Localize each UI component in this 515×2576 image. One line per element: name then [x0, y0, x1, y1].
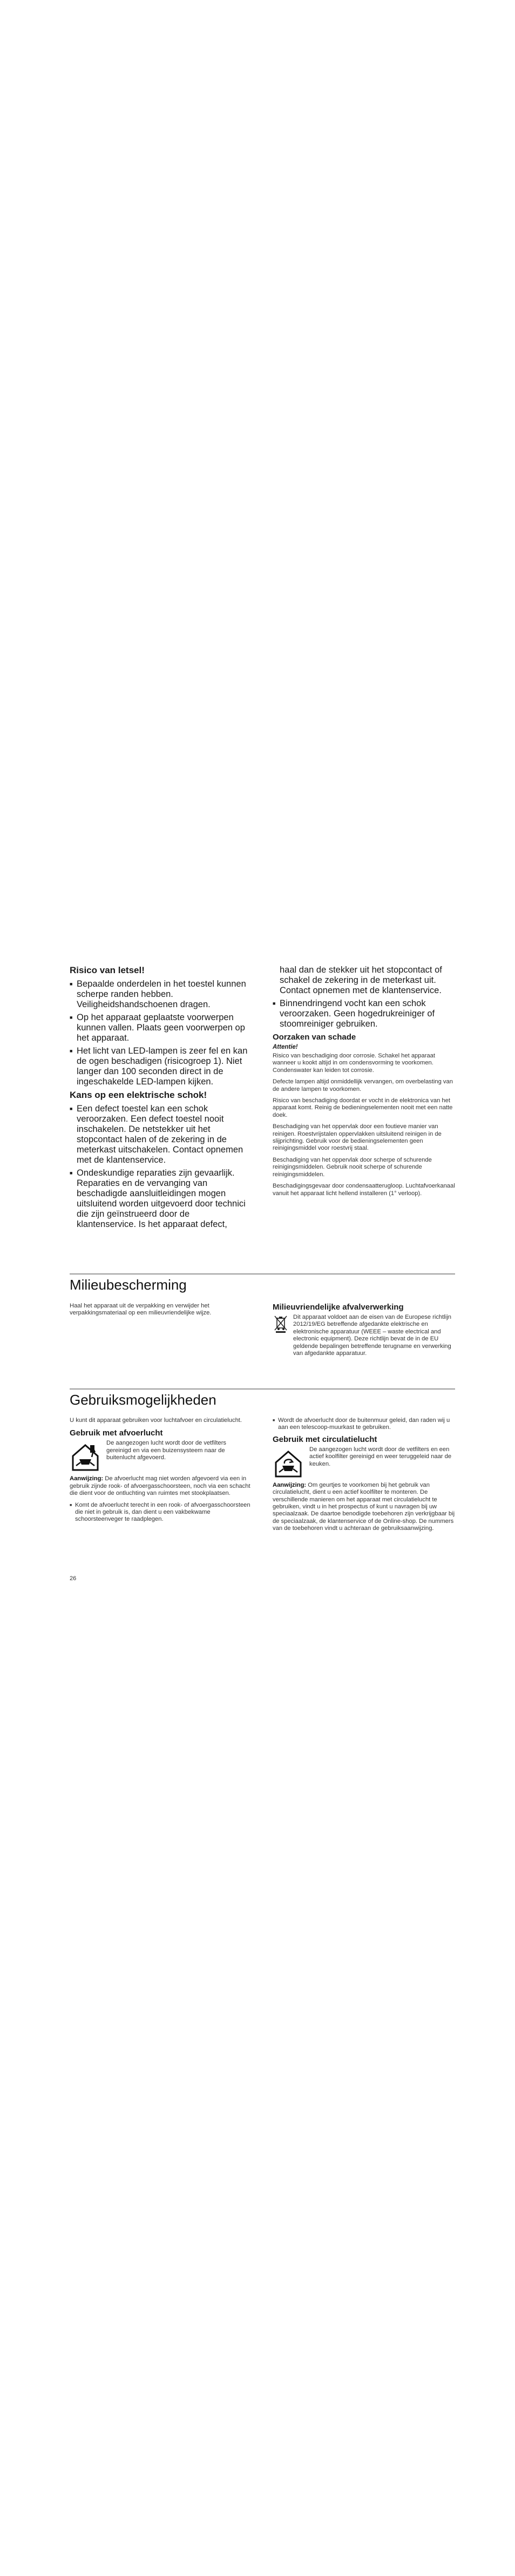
modes-left-column	[70, 1417, 251, 1527]
weee-text: Dit apparaat voldoet aan de eisen van de Europese richtlijn 2012/19/EG betreffende afgedankte elektrische en elektronische apparatuur (WEEE – waste electrical and electronic equipment). Deze richtlijn bevat de in de EU geldende bepalingen betreffende terugname en verwerking van afgedankte apparatuur.	[293, 1314, 451, 1357]
list-item: ■ Ondeskundige reparaties zijn gevaarlijk. Reparaties en de vervanging van beschadigde aansluitleidingen mogen uitsluitend worden uitgevoerd door technici die zijn geïnstrueerd door de klantenservice. Is het apparaat defect,	[70, 1168, 251, 1230]
recirculation-mode-icon	[273, 1447, 304, 1479]
damage-paragraph: Beschadiging van het oppervlak door scherpe of schurende reinigingsmiddelen. Gebruik nooit scherpe of schurende reinigingsmiddelen.	[273, 1156, 432, 1178]
environment-heading: Milieubescherming	[70, 1277, 187, 1293]
list-item: ■ Wordt de afvoerlucht door de buitenmuur geleid, dan raden wij u aan een telescoop-muurkast te gebruiken.	[273, 1417, 455, 1432]
list-item: ■ Op het apparaat geplaatste voorwerpen kunnen vallen. Plaats geen voorwerpen op het apparaat.	[70, 1013, 251, 1043]
list-item: ■ Bepaalde onderdelen in het toestel kunnen scherpe randen hebben. Veiligheidshandschoenen dragen.	[70, 979, 251, 1010]
recirculation-description: De aangezogen lucht wordt door de vetfilters en een actief koolfilter gereinigd en weer teruggeleid naar de keuken.	[309, 1446, 452, 1467]
note-label: Aanwijzing:	[273, 1481, 307, 1488]
damage-paragraph: Beschadigingsgevaar door condensaatterugloop. Luchtafvoerkanaal vanuit het apparaat licht hellend installeren (1° verloop).	[273, 1183, 455, 1197]
environment-intro: Haal het apparaat uit de verpakking en verwijder het verpakkingsmateriaal op een milieuvriendelijke wijze.	[70, 1303, 212, 1317]
recirculation-heading: Gebruik met circulatielucht	[273, 1434, 377, 1444]
damage-paragraph: Risico van beschadiging doordat er vocht in de elektronica van het apparaat komt. Reinig de bedieningselementen nooit met een natte doek.	[273, 1097, 453, 1118]
exhaust-note	[70, 1475, 251, 1497]
list-item: ■ Binnendringend vocht kan een schok veroorzaken. Geen hogedrukreiniger of stoomreiniger gebruiken.	[273, 999, 455, 1029]
page-number: 26	[70, 1575, 77, 1582]
exhaust-heading: Gebruik met afvoerlucht	[70, 1428, 163, 1438]
modes-right-column	[273, 1417, 455, 1537]
exhaust-list	[70, 1502, 251, 1523]
attention-label: Attentie!	[273, 1044, 298, 1050]
safety-left-column	[70, 965, 251, 1232]
damage-heading: Oorzaken van schade	[273, 1033, 356, 1042]
exhaust-list-continued	[273, 1417, 455, 1432]
recirculation-note	[273, 1482, 455, 1533]
shock-heading: Kans op een elektrische schok!	[70, 1090, 207, 1100]
list-item: ■ Komt de afvoerlucht terecht in een rook- of afvoergasschoorsteen die niet in gebruik is, dan dient u een vakbekwame schoorsteenveger te raadplegen.	[70, 1502, 251, 1523]
damage-paragraph: Risico van beschadiging door corrosie. Schakel het apparaat wanneer u kookt altijd in om condensvorming te voorkomen. Condenswater kan leiden tot corrosie.	[273, 1053, 435, 1074]
section-divider	[70, 1273, 455, 1274]
environment-right-column	[273, 1303, 455, 1361]
shock-list	[70, 1104, 251, 1230]
list-item: ■ Een defect toestel kan een schok veroorzaken. Een defect toestel nooit inschakelen. De netstekker uit het stopcontact halen of de zekering in de meterkast uitschakelen. Contact opnemen met de klantenservice.	[70, 1104, 251, 1165]
modes-heading: Gebruiksmogelijkheden	[70, 1392, 216, 1408]
exhaust-description: De aangezogen lucht wordt door de vetfilters gereinigd en via een buizensysteem naar de buitenlucht afgevoerd.	[106, 1440, 227, 1461]
safety-right-column	[273, 965, 455, 1202]
weee-bin-icon	[274, 1315, 288, 1333]
section-divider	[70, 1388, 455, 1390]
note-label: Aanwijzing:	[70, 1475, 104, 1482]
injury-heading: Risico van letsel!	[70, 965, 145, 975]
modes-intro: U kunt dit apparaat gebruiken voor luchtafvoer en circulatielucht.	[70, 1417, 242, 1424]
list-item: ■ Het licht van LED-lampen is zeer fel en kan de ogen beschadigen (risicogroep 1). Niet langer dan 100 seconden direct in de ingeschakelde LED-lampen kijken.	[70, 1046, 251, 1087]
shock-list-continued	[273, 999, 455, 1029]
shock-continued-text: haal dan de stekker uit het stopcontact of schakel de zekering in de meterkast uit. Contact opnemen met de klantenservice.	[280, 965, 442, 995]
exhaust-mode-icon	[70, 1441, 101, 1472]
injury-list	[70, 979, 251, 1087]
environment-left-column	[70, 1303, 251, 1321]
note-text: Om geurtjes te voorkomen bij het gebruik van circulatielucht, dient u een actief koolfilter te monteren. De verschillende manieren om het apparaat met circulatielucht te gebruiken, vindt u in het prospectus of kunt u navragen bij uw speciaalzaak. De daartoe benodigde toebehoren zijn verkrijgbaar bij de speciaalzaak, de klantenservice of de Online-shop. De nummers van de toebehoren vindt u achteraan de gebruiksaanwijzing.	[273, 1481, 455, 1532]
disposal-heading: Milieuvriendelijke afvalverwerking	[273, 1303, 404, 1312]
note-text: De afvoerlucht mag niet worden afgevoerd via een in gebruik zijnde rook- of afvoergasschoorsteen, noch via een schacht die dient voor de ontluchting van ruimtes met stookplaatsen.	[70, 1475, 250, 1497]
damage-paragraph: Defecte lampen altijd onmiddellijk vervangen, om overbelasting van de andere lampen te voorkomen.	[273, 1078, 453, 1093]
damage-paragraph: Beschadiging van het oppervlak door een foutieve manier van reinigen. Roestvrijstalen oppervlakken uitsluitend reinigen in de slijprichting. Gebruik voor de bedieningselementen geen reinigingsmiddel voor roestvrij staal.	[273, 1123, 442, 1152]
